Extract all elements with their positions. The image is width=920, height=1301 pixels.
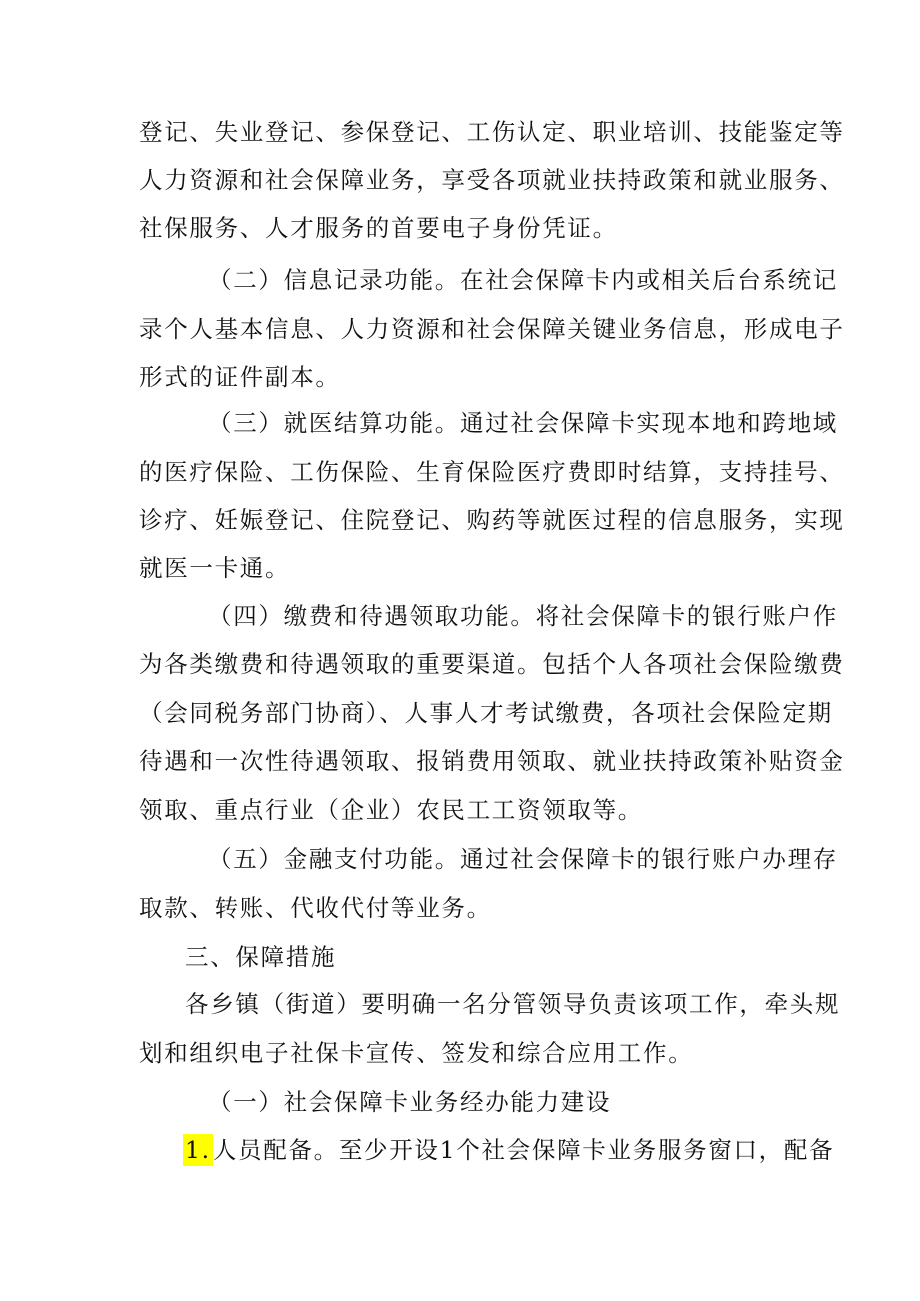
- paragraph-line: 各乡镇（街道）要明确一名分管领导负责该项工作，牵头规: [185, 990, 841, 1018]
- item-text: 人员配备。至少开设1个社会保障卡业务服务窗口，配备: [212, 1136, 835, 1164]
- paragraph-line: （四）缴费和待遇领取功能。将社会保障卡的银行账户作: [208, 602, 838, 630]
- paragraph-line: （五）金融支付功能。通过社会保障卡的银行账户办理存: [208, 845, 838, 873]
- paragraph-line: 领取、重点行业（企业）农民工工资领取等。: [139, 796, 643, 824]
- paragraph-line: 为各类缴费和待遇领取的重要渠道。包括个人各项社会保险缴费: [139, 650, 845, 678]
- paragraph-line: 就医一卡通。: [139, 554, 291, 582]
- paragraph-line: 录个人基本信息、人力资源和社会保障关键业务信息，形成电子: [139, 315, 845, 343]
- paragraph-line: 社保服务、人才服务的首要电子身份凭证。: [139, 214, 618, 242]
- paragraph-line: 的医疗保险、工伤保险、生育保险医疗费即时结算，支持挂号、: [139, 458, 845, 486]
- paragraph-line: （二）信息记录功能。在社会保障卡内或相关后台系统记: [208, 266, 838, 294]
- paragraph-line: 待遇和一次性待遇领取、报销费用领取、就业扶持政策补贴资金: [139, 747, 845, 775]
- paragraph-line: 划和组织电子社保卡宣传、签发和综合应用工作。: [139, 1039, 694, 1067]
- highlighted-item-number: 1.: [185, 1136, 211, 1164]
- paragraph-line: 取款、转账、代收代付等业务。: [139, 894, 492, 922]
- subsection-heading: （一）社会保障卡业务经办能力建设: [208, 1088, 612, 1116]
- numbered-item-line: [185, 1134, 845, 1166]
- paragraph-line: 登记、失业登记、参保登记、工伤认定、职业培训、技能鉴定等: [139, 118, 845, 146]
- section-heading: 三、保障措施: [185, 943, 337, 971]
- paragraph-line: （会同税务部门协商）、人事人才考试缴费，各项社会保险定期: [139, 699, 833, 727]
- paragraph-line: 形式的证件副本。: [139, 363, 341, 391]
- paragraph-line: （三）就医结算功能。通过社会保障卡实现本地和跨地域: [208, 409, 838, 437]
- paragraph-line: 诊疗、妊娠登记、住院登记、购药等就医过程的信息服务，实现: [139, 506, 845, 534]
- paragraph-line: 人力资源和社会保障业务，享受各项就业扶持政策和就业服务、: [139, 166, 845, 194]
